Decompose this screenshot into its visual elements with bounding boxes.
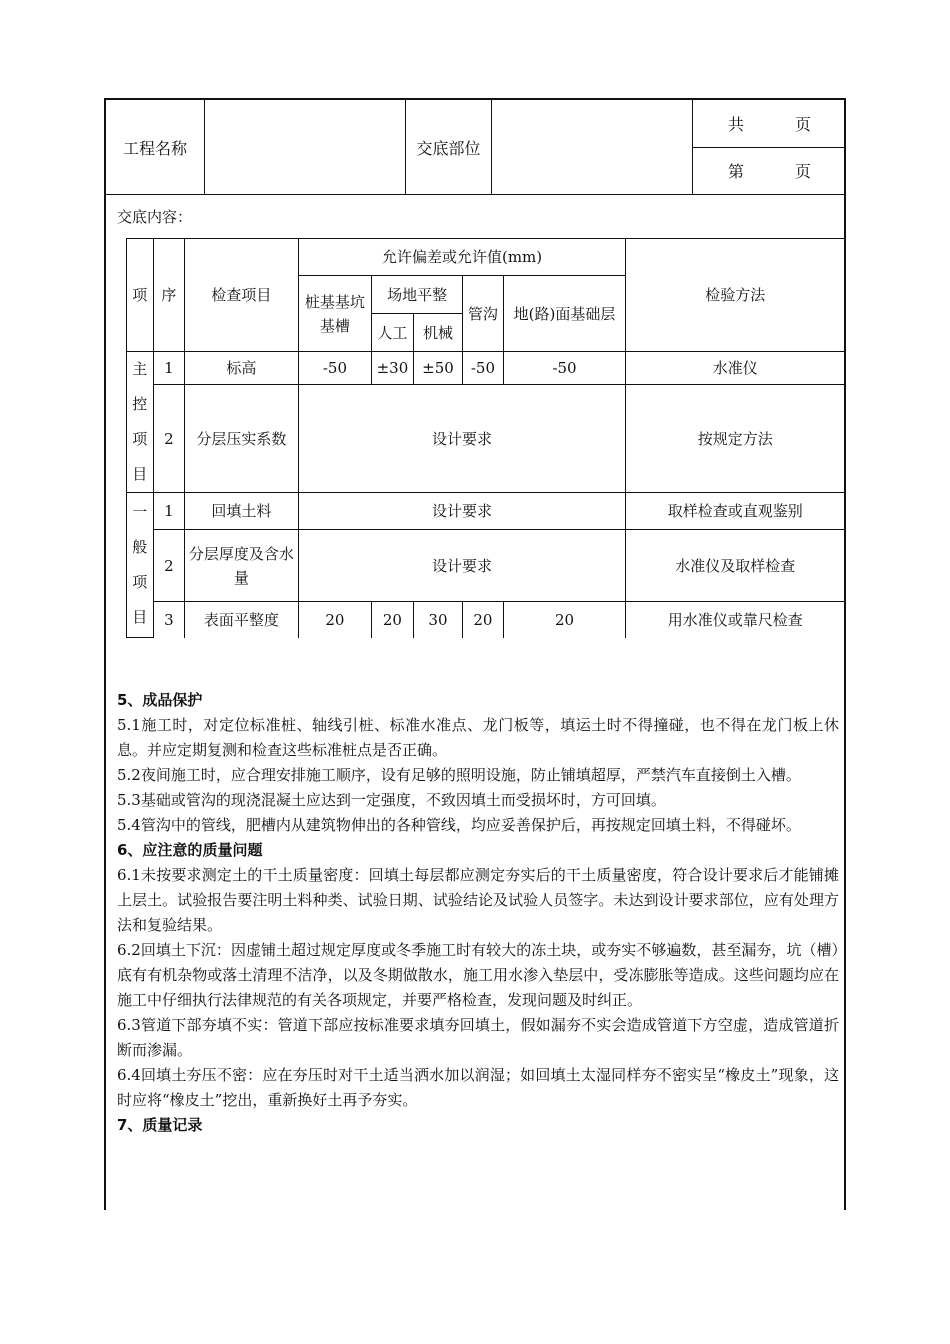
row-pile-value: 20 [298,602,371,638]
col-trench-header: 管沟 [463,276,503,352]
col-manual-header: 人工 [372,314,414,352]
row-road-value: -50 [503,352,626,385]
row-seq: 1 [153,352,184,385]
row-method: 水准仪及取样检查 [626,530,844,602]
table-row [127,352,845,385]
total-pages-suffix: 页 [795,115,812,134]
col-site-header: 场地平整 [372,276,463,314]
table-row [127,602,845,638]
col-machine-header: 机械 [413,314,462,352]
row-method: 取样检查或直观鉴别 [626,493,844,530]
row-seq: 3 [153,602,184,638]
page-number-row [693,147,844,194]
table-row [127,493,845,530]
general-group-label: 一 般 项 目 [127,493,154,638]
col-seq-header: 序 [153,239,184,352]
table-row [127,385,845,493]
page-number-suffix: 页 [795,162,812,181]
col-road-header: 地(路)面基础层 [503,276,626,352]
row-merged-value: 设计要求 [298,530,626,602]
section-5-p1: 5.1施工时，对定位标准桩、轴线引桩、标准水准点、龙门板等，填运土时不得撞碰，也不得在龙门板上休息。并应定期复测和检查这些标准桩点是否正确。 [117,716,839,759]
main-group-label: 主 控 项 目 [127,352,154,493]
form-header [106,100,844,195]
row-item: 分层压实系数 [185,385,299,493]
row-item: 标高 [185,352,299,385]
row-machine-value: 30 [413,602,462,638]
col-tolerance-header: 允许偏差或允许值(mm) [298,239,626,276]
section-6-p4: 6.4回填土夯压不密：应在夯压时对干土适当洒水加以润湿；如回填土太湿同样夯不密实呈“橡皮土”现象，这时应将“橡皮土”挖出，重新换好土再予夯实。 [117,1066,839,1109]
row-road-value: 20 [503,602,626,638]
section-6-title: 6、应注意的质量问题 [117,841,263,859]
row-method: 按规定方法 [626,385,844,493]
page-count-box [693,100,844,194]
section-5-p2: 5.2夜间施工时，应合理安排施工顺序，设有足够的照明设施，防止铺填超厚，严禁汽车直接倒土入槽。 [117,766,801,784]
project-name-value[interactable] [205,100,406,194]
row-item: 回填土料 [185,493,299,530]
location-value[interactable] [492,100,693,194]
col-pile-header: 桩基基坑基槽 [298,276,371,352]
row-seq: 1 [153,493,184,530]
row-method: 水准仪 [626,352,844,385]
row-item: 分层厚度及含水量 [185,530,299,602]
row-manual-value: 20 [372,602,414,638]
disclosure-form [104,98,846,1210]
row-machine-value: ±50 [413,352,462,385]
row-trench-value: -50 [463,352,503,385]
section-7-title: 7、质量记录 [117,1116,203,1134]
section-product-protection [117,688,839,1138]
section-5-title: 5、成品保护 [117,691,203,709]
col-method-header: 检验方法 [626,239,844,352]
page-number-prefix: 第 [728,162,745,181]
row-merged-value: 设计要求 [298,385,626,493]
row-seq: 2 [153,385,184,493]
inspection-table [126,238,844,638]
row-trench-value: 20 [463,602,503,638]
row-merged-value: 设计要求 [298,493,626,530]
project-name-label: 工程名称 [106,100,205,194]
row-method: 用水准仪或靠尺检查 [626,602,844,638]
disclosure-content-label: 交底内容： [117,208,193,226]
section-6-p1: 6.1未按要求测定土的干土质量密度：回填土每层都应测定夯实后的干土质量密度，符合设计要求后才能铺摊上层土。试验报告要注明土料种类、试验日期、试验结论及试验人员签字。未达到设计要求部位，应有处理方法和复验结果。 [117,866,839,934]
total-pages-row [693,100,844,148]
row-manual-value: ±30 [372,352,414,385]
col-check-header: 检查项目 [185,239,299,352]
section-6-p3: 6.3管道下部夯填不实：管道下部应按标准要求填夯回填土，假如漏夯不实会造成管道下方空虚，造成管道折断而渗漏。 [117,1016,839,1059]
location-label: 交底部位 [406,100,492,194]
row-seq: 2 [153,530,184,602]
total-pages-prefix: 共 [728,115,745,134]
row-item: 表面平整度 [185,602,299,638]
row-pile-value: -50 [298,352,371,385]
table-row [127,530,845,602]
section-6-p2: 6.2回填土下沉：因虚铺土超过规定厚度或冬季施工时有较大的冻土块，或夯实不够遍数，甚至漏夯，坑（槽）底有有机杂物或落土清理不洁净，以及冬期做散水，施工用水渗入垫层中，受冻膨胀等造成。这些问题均应在施工中仔细执行法律规范的有关各项规定，并要严格检查，发现问题及时纠正。 [117,941,839,1009]
section-5-p4: 5.4管沟中的管线，肥槽内从建筑物伸出的各种管线，均应妥善保护后，再按规定回填土料，不得碰坏。 [117,816,801,834]
section-5-p3: 5.3基础或管沟的现浇混凝土应达到一定强度，不致因填土而受损坏时，方可回填。 [117,791,666,809]
col-item-header: 项 [127,239,154,352]
